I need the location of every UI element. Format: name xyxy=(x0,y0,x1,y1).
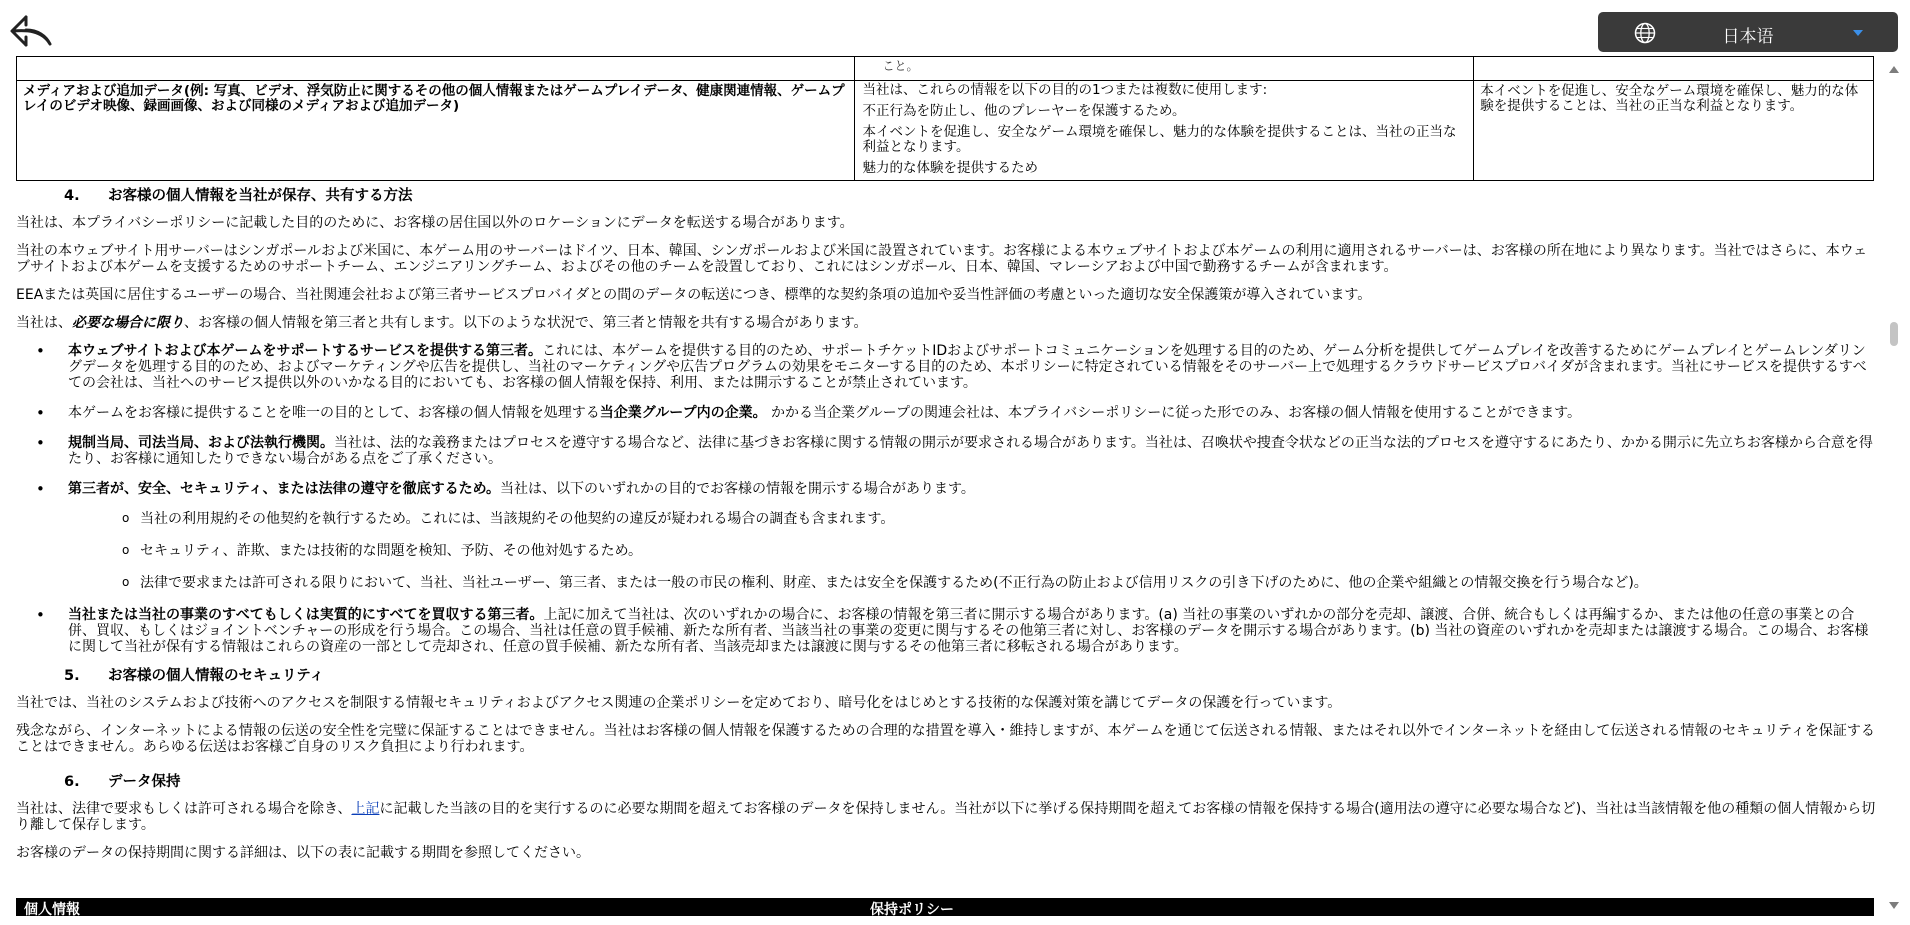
data-category-cell xyxy=(17,81,855,181)
paragraph: 当社の本ウェブサイト用サーバーはシンガポールおよび米国に、本ゲーム用のサーバーはドイツ、日本、韓国、シンガポールおよび米国に設置されています。お客様による本ウェブサイトおよび本ゲームの利用に適用されるサーバーは、お客様の所在地により異なります。当社ではさらに、本ウェブサイトおよび本ゲームを支援するためのサポートチーム、エンジニアリングチーム、およびその他のチームを設置しており、これにはシンガポール、日本、韓国、マレーシアおよび中国で勤務するチームが含まれます。 xyxy=(16,243,1868,275)
list-item-title: 規制当局、司法当局、および法執行機関。 xyxy=(68,435,334,451)
emphasis: 必要な場合に限り xyxy=(72,315,184,331)
section-heading xyxy=(16,181,1876,211)
sub-list-item: o 当社の利用規約その他契約を執行するため。これには、当該規約その他契約の違反が疑われる場合の調査も含まれます。 xyxy=(116,511,1876,527)
paragraph: EEAまたは英国に居住するユーザーの場合、当社関連会社および第三者サービスプロバイダとの間のデータの転送につき、標準的な契約条項の追加や妥当性評価の考慮といった適切な安全保護策が導入されています。 xyxy=(16,287,1372,303)
list-item-title: 第三者が、安全、セキュリティ、または法律の遵守を徹底するため。 xyxy=(68,481,501,497)
paragraph: 当社では、当社のシステムおよび技術へのアクセスを制限する情報セキュリティおよびアクセス関連の企業ポリシーを定めており、暗号化をはじめとする技術的な保護対策を講じてデータの保護を行っています。 xyxy=(16,695,1342,711)
legal-basis: 本イベントを促進し、安全なゲーム環境を確保し、魅力的な体験を提供することは、当社の正当な利益となります。 xyxy=(1480,83,1859,114)
column-header: 個人情報 xyxy=(24,902,80,918)
list-item-text: 本ゲームをお客様に提供することを唯一の目的として、お客様の個人情報を処理する xyxy=(68,405,600,421)
sharing-list xyxy=(16,343,1876,655)
purpose-cell xyxy=(854,81,1474,181)
scroll-down-arrow-icon[interactable] xyxy=(1889,902,1899,909)
vertical-scrollbar[interactable] xyxy=(1880,54,1910,920)
data-usage-table xyxy=(16,56,1874,181)
table-row xyxy=(17,81,1874,181)
section-number: 6. xyxy=(64,774,80,790)
policy-content xyxy=(16,56,1876,873)
text: 当社は、法律で要求もしくは許可される場合を除き、 xyxy=(16,801,352,817)
section-heading xyxy=(16,661,1876,691)
purpose-item: 魅力的な体験を提供するため xyxy=(862,160,1039,176)
paragraph: 当社は、本プライバシーポリシーに記載した目的のために、お客様の居住国以外のロケーションにデータを転送する場合があります。 xyxy=(16,215,854,231)
purpose-item: 当社は、これらの情報を以下の目的の1つまたは複数に使用します: xyxy=(862,82,1268,98)
list-item xyxy=(16,405,1876,421)
list-item-title: 当社または当社の事業のすべてもしくは実質的にすべてを買収する第三者。 xyxy=(68,607,544,623)
purpose-item: 本イベントを促進し、安全なゲーム環境を確保し、魅力的な体験を提供することは、当社の正当な利益となります。 xyxy=(862,124,1457,155)
scroll-up-arrow-icon[interactable] xyxy=(1889,66,1899,73)
caret-down-icon xyxy=(1852,29,1864,37)
list-item-text: 上記に加えて当社は、次のいずれかの場合に、お客様の情報を第三者に開示する場合があります。(a) 当社の事業のいずれかの部分を売却、譲渡、合併、統合もしくは再編するか、または他の任意の事業との合併、買収、もしくはジョイントベンチャーの形成を行う場合。この場合、当社は任意の買手候補、新たな所有者、当該当社の事業の変更に関与するその他第三者に対し、お客様のデータを開示する場合があります。(b) 当社の資産のいずれかを売却または譲渡する場合。この場合、お客様に関して当社が保有する情報はこれらの資産の一部として売却され、任意の買手候補、新たな所有者、当該売却または譲渡に関与するその他第三者に移転される場合があります。 xyxy=(68,607,1869,655)
list-item-text: かかる当企業グループの関連会社は、本プライバシーポリシーに従った形でのみ、お客様の個人情報を使用することができます。 xyxy=(766,405,1581,421)
paragraph xyxy=(16,315,1876,331)
data-category: メディアおよび追加データ(例: 写真、ビデオ、浮気防止に関するその他の個人情報またはゲームプレイデータ、健康関連情報、ゲームプレイのビデオ映像、録画画像、および同様のメディアおよび追加データ) xyxy=(23,83,845,114)
list-item-title: 当企業グループ内の企業。 xyxy=(599,405,767,421)
section-number: 4. xyxy=(64,188,80,204)
above-link[interactable]: 上記 xyxy=(351,801,380,817)
text: 、お客様の個人情報を第三者と共有します。以下のような状況で、第三者と情報を共有する場合があります。 xyxy=(184,315,868,331)
list-item xyxy=(16,343,1876,391)
language-selector[interactable] xyxy=(1598,12,1898,52)
list-item xyxy=(16,435,1876,467)
table-row xyxy=(17,57,1874,81)
language-label: 日本语 xyxy=(1722,27,1774,47)
section-title: お客様の個人情報を当社が保存、共有する方法 xyxy=(108,188,413,204)
purpose-item: 不正行為を防止し、他のプレーヤーを保護するため。 xyxy=(862,103,1186,119)
paragraph: 残念ながら、インターネットによる情報の伝送の安全性を完璧に保証することはできません。当社はお客様の個人情報を保護するための合理的な措置を導入・維持しますが、本ゲームを通じて伝送される情報、またはそれ以外でインターネットを経由して伝送される情報のセキュリティを保証することはできません。あらゆる伝送はお客様ご自身のリスク負担により行われます。 xyxy=(16,723,1875,755)
section-title: データ保持 xyxy=(108,774,181,790)
back-button[interactable] xyxy=(6,8,56,54)
list-item-text: 当社は、以下のいずれかの目的でお客様の情報を開示する場合があります。 xyxy=(500,481,975,497)
list-item-text: 当社は、法的な義務またはプロセスを遵守する場合など、法律に基づきお客様に関する情報の開示が要求される場合があります。当社は、召喚状や捜査令状などの正当な法的プロセスを遵守するにあたり、かかる開示に先立ちお客様から合意を得たり、お客様に通知したりできない場合がある点をご了承ください。 xyxy=(68,435,1873,467)
retention-table-header xyxy=(16,898,1874,916)
section-heading xyxy=(16,767,1876,797)
back-arrow-icon xyxy=(6,8,56,54)
text: 当社は、 xyxy=(16,315,72,331)
continued-text: こと。 xyxy=(882,59,919,73)
sub-list xyxy=(68,511,1876,591)
paragraph: お客様のデータの保持期間に関する詳細は、以下の表に記載する期間を参照してください。 xyxy=(16,845,590,861)
section-title: お客様の個人情報のセキュリティ xyxy=(108,668,325,684)
section-number: 5. xyxy=(64,668,80,684)
sub-list-item: o セキュリティ、詐欺、または技術的な問題を検知、予防、その他対処するため。 xyxy=(116,543,1876,559)
paragraph xyxy=(16,801,1876,833)
list-item xyxy=(16,481,1876,591)
scrollbar-thumb[interactable] xyxy=(1890,322,1898,346)
sub-list-item: o 法律で要求または許可される限りにおいて、当社、当社ユーザー、第三者、または一般の市民の権利、財産、または安全を保護するため(不正行為の防止および信用リスクの引き下げのために、他の企業や組織との情報交換を行う場合など)。 xyxy=(116,575,1876,591)
list-item-title: 本ウェブサイトおよび本ゲームをサポートするサービスを提供する第三者。 xyxy=(68,343,543,359)
list-item-text: これには、本ゲームを提供する目的のため、サポートチケットIDおよびサポートコミュニケーションを処理する目的のため、ゲーム分析を提供してゲームプレイを改善するためにゲームプレイとゲームレンダリングデータを処理する目的のため、およびマーケティングや広告を提供し、当社のマーケティングや広告プログラムの効果をモニターする目的のため、本ポリシーに特定されている情報をそのサーバー上で処理するクラウドサービスプロバイダが含まれます。当社にサービスを提供するすべての会社は、当社へのサービス提供以外のいかなる目的においても、お客様の個人情報を保持、利用、または開示することが禁止されています。 xyxy=(68,343,1867,391)
text: に記載した当該の目的を実行するのに必要な期間を超えてお客様のデータを保持しません。当社が以下に挙げる保持期間を超えてお客様の情報を保持する場合(適用法の遵守に必要な場合など)、当社は当該情報を他の種類の個人情報から切り離して保存します。 xyxy=(16,801,1876,833)
column-header: 保持ポリシー xyxy=(870,902,954,918)
list-item xyxy=(16,607,1876,655)
legal-basis-cell xyxy=(1474,81,1874,181)
